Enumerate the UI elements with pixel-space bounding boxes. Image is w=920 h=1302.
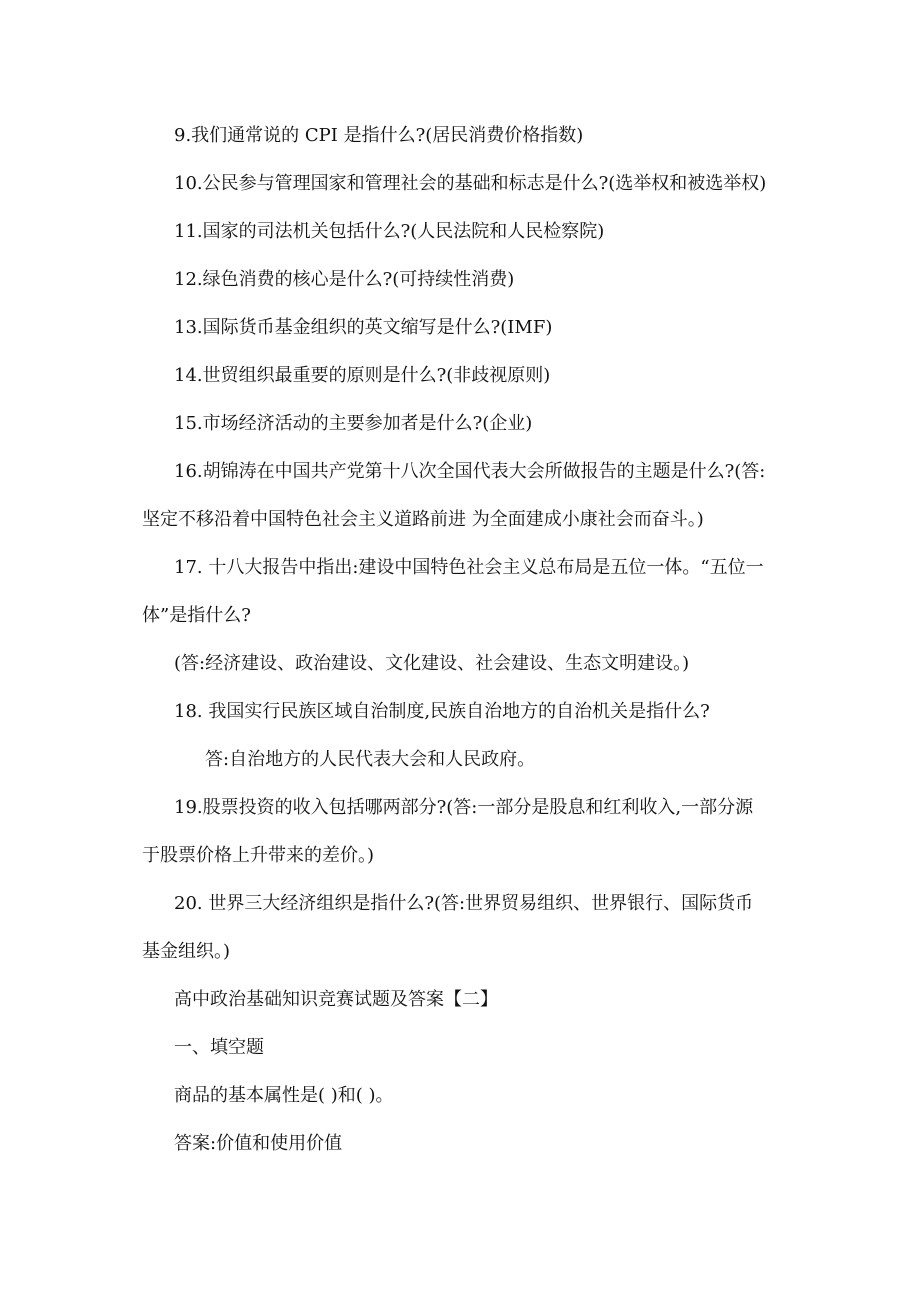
section-heading: 高中政治基础知识竞赛试题及答案【二】 bbox=[174, 989, 498, 1010]
question-17-line-2: 体”是指什么? bbox=[142, 605, 251, 626]
question-13: 13.国际货币基金组织的英文缩写是什么?(IMF) bbox=[174, 317, 553, 338]
question-17-line-1: 17. 十八大报告中指出:建设中国特色社会主义总布局是五位一体。“五位一 bbox=[174, 557, 764, 578]
fill-blank-question: 商品的基本属性是( )和( )。 bbox=[174, 1085, 394, 1106]
question-18-answer: 答:自治地方的人民代表大会和人民政府。 bbox=[205, 749, 536, 770]
question-14: 14.世贸组织最重要的原则是什么?(非歧视原则) bbox=[174, 365, 551, 386]
question-18: 18. 我国实行民族区域自治制度,民族自治地方的自治机关是指什么? bbox=[174, 701, 710, 722]
question-20-line-1: 20. 世界三大经济组织是指什么?(答:世界贸易组织、世界银行、国际货币 bbox=[174, 893, 754, 914]
question-20-line-2: 基金组织。) bbox=[142, 941, 231, 962]
question-19-line-2: 于股票价格上升带来的差价。) bbox=[142, 845, 375, 866]
question-11: 11.国家的司法机关包括什么?(人民法院和人民检察院) bbox=[174, 221, 605, 242]
fill-blank-answer: 答案:价值和使用价值 bbox=[174, 1133, 343, 1154]
question-19-line-1: 19.股票投资的收入包括哪两部分?(答:一部分是股息和红利收入,一部分源 bbox=[174, 797, 754, 818]
question-10: 10.公民参与管理国家和管理社会的基础和标志是什么?(选举权和被选举权) bbox=[174, 173, 767, 194]
question-17-answer: (答:经济建设、政治建设、文化建设、社会建设、生态文明建设。) bbox=[174, 653, 690, 674]
question-16-line-2: 坚定不移沿着中国特色社会主义道路前进 为全面建成小康社会而奋斗。) bbox=[142, 509, 704, 530]
question-16-line-1: 16.胡锦涛在中国共产党第十八次全国代表大会所做报告的主题是什么?(答: bbox=[174, 461, 766, 482]
question-12: 12.绿色消费的核心是什么?(可持续性消费) bbox=[174, 269, 515, 290]
question-9: 9.我们通常说的 CPI 是指什么?(居民消费价格指数) bbox=[174, 125, 584, 146]
subsection-heading: 一、填空题 bbox=[174, 1037, 264, 1058]
question-15: 15.市场经济活动的主要参加者是什么?(企业) bbox=[174, 413, 533, 434]
